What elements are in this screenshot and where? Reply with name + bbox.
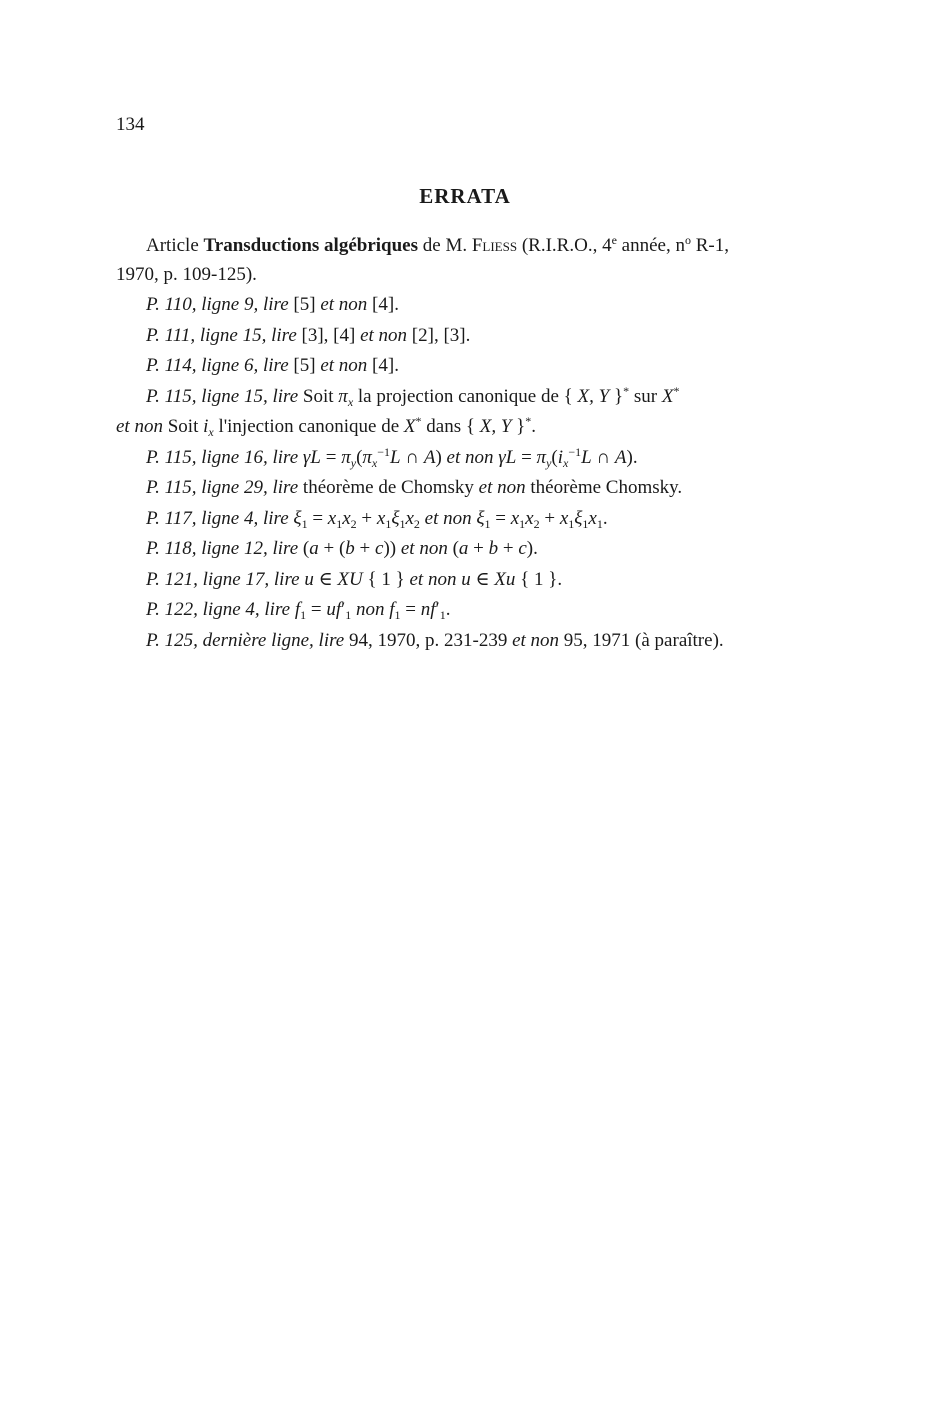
- author-name: Fliess: [471, 235, 518, 256]
- errata-item: P. 115, ligne 15, lire Soit $\pi_x$ la projection canonique de { X, Y }* sur X*: [146, 383, 680, 409]
- errata-item: P. 121, ligne 17, lire u ∈ XU { 1 } et non u ∈ Xu { 1 }.: [146, 568, 563, 590]
- errata-item: P. 110, ligne 9, lire [5] et non [4].: [146, 294, 399, 315]
- errata-item-continuation: et non Soit $i_x$ l'injection canonique de X* dans { X, Y }*.: [116, 414, 537, 439]
- author-prefix: de M.: [418, 235, 472, 256]
- errata-item: P. 115, ligne 16, lire $\gamma L = \pi_y(\pi_x^{-1}L$ ∩ A) et non $\gamma L = \pi_y(i_x^{-1}L$ ∩ A).: [146, 444, 638, 470]
- errata-item: P. 111, ligne 15, lire [3], [4] et non [2], [3].: [146, 324, 471, 346]
- errata-item: P. 115, ligne 29, lire théorème de Chomsky et non théorème Chomsky.: [146, 477, 683, 498]
- page-number: 134: [116, 114, 145, 135]
- ref-end: R-1,: [690, 235, 729, 256]
- article-title: Transductions algébriques: [203, 235, 419, 256]
- errata-list: [116, 290, 816, 656]
- errata-item: P. 122, ligne 4, lire $f_1 = uf'_1$ non $f_1 = nf'_1$.: [146, 599, 451, 622]
- article-reference: [116, 231, 816, 289]
- article-reference-line-1: [116, 231, 816, 260]
- article-reference-line-2: 1970, p. 109-125).: [116, 264, 257, 285]
- ref-mid: année, n: [616, 235, 685, 256]
- ref-sup: e: [611, 233, 617, 247]
- ref-open: (R.I.R.O., 4: [517, 235, 612, 256]
- errata-item: P. 118, ligne 12, lire (a + (b + c)) et non (a + b + c).: [146, 538, 538, 559]
- errata-item: P. 117, ligne 4, lire $\xi_1 = x_1x_2 + x_1\xi_1x_2$ et non $\xi_1 = x_1x_2 + x_1\xi_1x_1$.: [146, 507, 608, 531]
- page-title: ERRATA: [419, 184, 511, 208]
- ref-sup2: o: [684, 233, 691, 247]
- errata-item: P. 114, ligne 6, lire [5] et non [4].: [146, 355, 399, 376]
- errata-item: P. 125, dernière ligne, lire 94, 1970, p. 231-239 et non 95, 1971 (à paraître).: [146, 629, 724, 651]
- intro-prefix: Article: [146, 235, 204, 256]
